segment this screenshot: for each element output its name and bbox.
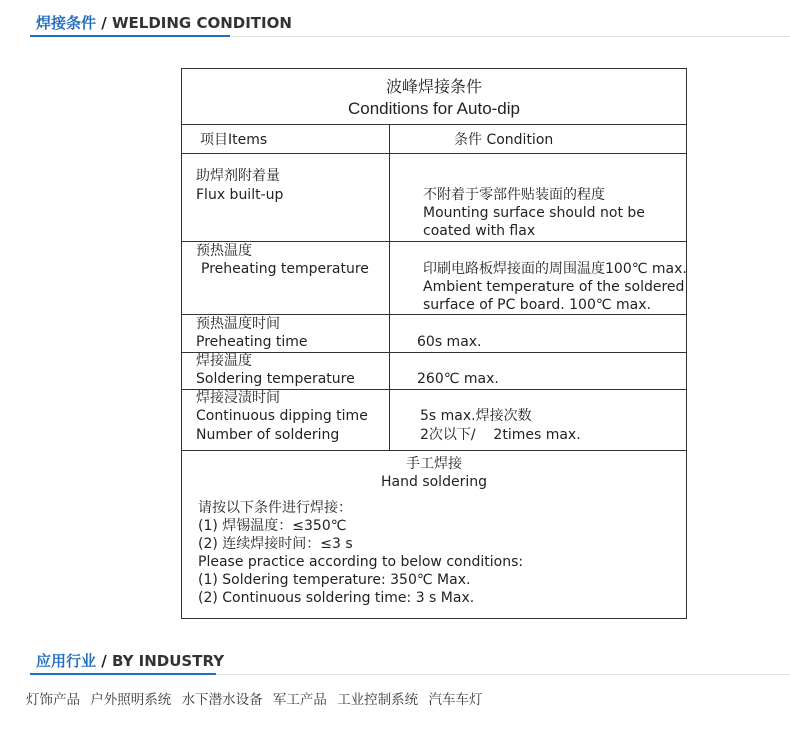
table-title-en: Conditions for Auto-dip [348, 99, 520, 118]
table-divider [182, 450, 686, 451]
row-item-en: Continuous dipping time [196, 408, 368, 424]
header-accent-underline [30, 673, 216, 675]
instruction-line: 请按以下条件进行焊接： [198, 500, 352, 516]
row-item-cn: 预热温度 [196, 243, 252, 259]
row-item-en: Soldering temperature [196, 371, 355, 387]
row-item-en: Preheating time [196, 334, 308, 350]
welding-section-header [0, 2, 790, 34]
row-condition: surface of PC board. 100℃ max. [423, 297, 651, 313]
row-condition: 260℃ max. [417, 371, 499, 387]
row-condition: 印刷电路板焊接面的周围温度100℃ max. [423, 261, 687, 277]
title-separator: / [101, 652, 107, 670]
industry-item: 汽车车灯 [428, 692, 483, 708]
industry-item: 水下潜水设备 [181, 692, 263, 708]
table-divider [182, 241, 686, 242]
row-condition: Mounting surface should not be [423, 205, 645, 221]
hand-soldering-title-cn: 手工焊接 [406, 456, 462, 472]
row-item-en: Number of soldering [196, 427, 340, 443]
hand-soldering-title-en: Hand soldering [381, 474, 487, 490]
welding-title-cn: 焊接条件 [36, 14, 97, 32]
row-condition: 5s max.焊接次数 [420, 408, 532, 424]
instruction-line: (1) 焊锡温度：≤350℃ [198, 518, 347, 534]
row-condition: 60s max. [417, 334, 482, 350]
instruction-line: Please practice according to below conditions: [198, 554, 524, 570]
row-item-en: Preheating temperature [201, 261, 369, 277]
industry-item: 工业控制系统 [337, 692, 419, 708]
industry-title-cn: 应用行业 [36, 652, 97, 670]
row-item-cn: 焊接温度 [196, 353, 252, 369]
row-condition: 2次以下/ 2times max. [420, 427, 581, 443]
industry-item: 灯饰产品 [26, 692, 80, 708]
column-header-condition: 条件 Condition [454, 132, 554, 148]
instruction-line: (2) Continuous soldering time: 3 s Max. [198, 590, 475, 606]
welding-title-en: WELDING CONDITION [111, 14, 292, 32]
table-divider [182, 124, 686, 125]
row-condition: Ambient temperature of the soldered [423, 279, 685, 295]
industry-section-header [0, 640, 790, 672]
hand-soldering-instructions [198, 499, 523, 607]
row-item-cn: 助焊剂附着量 [196, 168, 280, 184]
table-title-cn: 波峰焊接条件 [385, 77, 482, 96]
column-header-items: 项目Items [200, 132, 268, 148]
instruction-line: (2) 连续焊接时间：≤3 s [198, 536, 353, 552]
instruction-line: (1) Soldering temperature: 350℃ Max. [198, 572, 471, 588]
title-separator: / [101, 14, 107, 32]
industry-item: 军工产品 [272, 692, 327, 708]
row-item-en: Flux built-up [196, 187, 284, 203]
industry-title-en: BY INDUSTRY [111, 652, 225, 670]
row-item-cn: 焊接浸渍时间 [196, 390, 280, 406]
industry-list [26, 688, 488, 708]
welding-conditions-table [181, 68, 687, 619]
header-accent-underline [30, 35, 230, 37]
table-divider [182, 153, 686, 154]
industry-item: 户外照明系统 [90, 692, 172, 708]
row-condition: coated with flax [423, 223, 536, 239]
industry-section-title [36, 650, 224, 671]
welding-section-title [36, 12, 292, 33]
row-item-cn: 预热温度时间 [196, 316, 280, 332]
table-column-divider [389, 124, 390, 450]
table-divider [182, 352, 686, 353]
row-condition: 不附着于零部件贴装面的程度 [423, 187, 605, 203]
